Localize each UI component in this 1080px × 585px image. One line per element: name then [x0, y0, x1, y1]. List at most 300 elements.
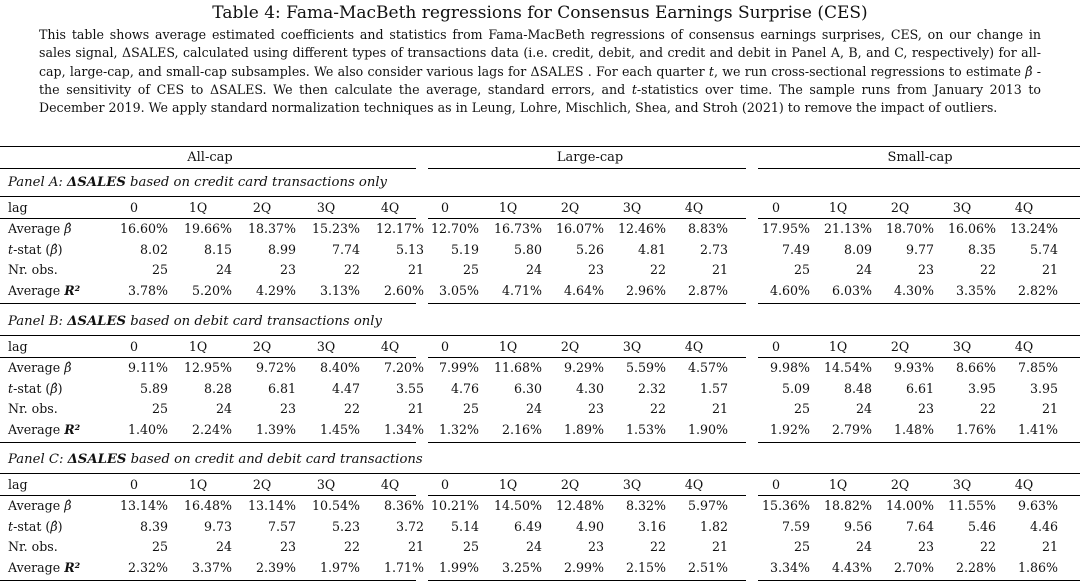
table-cell: 3Q — [952, 200, 972, 215]
table-cell: 24 — [525, 401, 542, 417]
panel-title-rule — [0, 335, 1080, 336]
table-cell: 2Q — [560, 477, 580, 492]
table-cell: 3.95 — [1029, 380, 1058, 396]
table-cell: 15.23% — [311, 220, 360, 236]
table-cell: 16.60% — [119, 220, 168, 236]
table-cell: 2Q — [560, 339, 580, 354]
table-cell: 4.60% — [769, 283, 810, 299]
table-cell: 6.03% — [831, 283, 872, 299]
table-cell: 23 — [279, 262, 296, 278]
table-cell: 8.35 — [967, 241, 996, 257]
row-label: lag — [8, 477, 28, 492]
table-cell: 0 — [771, 477, 780, 492]
table-cell: 24 — [215, 262, 232, 278]
r-squared-symbol: R² — [64, 283, 81, 299]
beta-symbol: β̂ — [64, 497, 72, 513]
table-cell: 6.49 — [513, 518, 542, 534]
panel-title-signal: ΔSALES — [67, 314, 127, 329]
table-cell: 3Q — [316, 339, 336, 354]
table-cell: 1Q — [828, 339, 848, 354]
table-cell: 22 — [649, 539, 666, 555]
beta-symbol: β̂ — [50, 241, 58, 257]
caption-t: t — [708, 63, 714, 79]
table-cell: 25 — [462, 262, 479, 278]
table-cell: 0 — [440, 477, 449, 492]
table-cell: 1.90% — [687, 422, 728, 438]
table-cell: 23 — [587, 539, 604, 555]
row-label: lag — [8, 339, 28, 354]
table-cell: 3Q — [622, 200, 642, 215]
table-cell: 24 — [855, 401, 872, 417]
table-cell: 19.66% — [183, 220, 232, 236]
table-row — [0, 358, 1080, 378]
table-cell: 5.20% — [191, 283, 232, 299]
t-symbol: t — [8, 518, 14, 534]
table-cell: 7.49 — [781, 241, 810, 257]
table-cell: 9.56 — [843, 518, 872, 534]
table-cell: 18.37% — [247, 220, 296, 236]
table-cell: 4.46 — [1029, 518, 1058, 534]
table-cell: 13.24% — [1009, 220, 1058, 236]
table-cell: 1Q — [188, 200, 208, 215]
table-cell: 5.23 — [331, 518, 360, 534]
panel-bottom-rule — [428, 580, 746, 581]
table-cell: 8.32% — [625, 497, 666, 513]
t-symbol: t — [8, 241, 14, 257]
table-cell: 1.92% — [769, 422, 810, 438]
row-label: lag — [8, 200, 28, 215]
table-cell: 22 — [979, 539, 996, 555]
table-cell: 12.95% — [183, 359, 232, 375]
table-cell: 2.15% — [625, 560, 666, 576]
panel-title-suffix: based on credit card transactions only — [125, 175, 388, 190]
table-cell: 4Q — [684, 339, 704, 354]
table-cell: 21 — [407, 262, 424, 278]
caption-part-4: -statistics over time. The sample runs from January 2013 to December 2019. We apply standard normalization techniques as in Leung, Lohre, Mischlich, Shea, and Stroh (2021) to remove the impact of outliers. — [39, 81, 1041, 116]
table-cell: 2.82% — [1017, 283, 1058, 299]
t-symbol: t — [8, 380, 14, 396]
table-cell: 4.76 — [450, 380, 479, 396]
row-label: Nr. obs. — [8, 262, 58, 278]
caption-part-2: , we run cross-sectional regressions to estimate — [713, 63, 1026, 79]
table-cell: 3.55 — [395, 380, 424, 396]
table-cell: 4.71% — [501, 283, 542, 299]
table-cell: 11.55% — [947, 497, 996, 513]
table-cell: 25 — [793, 262, 810, 278]
table-cell: 2.60% — [383, 283, 424, 299]
group-header-all-cap: All-cap — [187, 150, 233, 165]
caption-beta: β̂ — [1025, 63, 1033, 79]
table-cell: 25 — [151, 401, 168, 417]
group-header-small-cap: Small-cap — [887, 150, 953, 165]
panel-title — [8, 313, 382, 331]
table-cell: 9.72% — [255, 359, 296, 375]
panel-title-signal: ΔSALES — [67, 452, 127, 467]
table-cell: 1Q — [498, 200, 518, 215]
table-cell: 21.13% — [823, 220, 872, 236]
table-cell: 9.11% — [127, 359, 168, 375]
table-cell: 9.29% — [563, 359, 604, 375]
table-cell: 1.89% — [563, 422, 604, 438]
table-cell: 3.37% — [191, 560, 232, 576]
table-cell: 6.81 — [267, 380, 296, 396]
lag-header-row — [0, 475, 1080, 495]
panel-title-suffix: based on credit and debit card transactions — [126, 452, 423, 467]
table-cell: 22 — [979, 262, 996, 278]
table-cell: 8.36% — [383, 497, 424, 513]
caption-t2: t — [631, 81, 637, 97]
panel-bottom-rule — [428, 303, 746, 304]
table-cell: 4.30% — [893, 283, 934, 299]
group-rule-all-cap — [0, 168, 416, 169]
lag-header-row — [0, 337, 1080, 357]
table-cell: 1Q — [828, 200, 848, 215]
table-cell: 25 — [151, 262, 168, 278]
table-cell: 2.39% — [255, 560, 296, 576]
table-cell: 21 — [711, 262, 728, 278]
row-label: Average R² — [8, 560, 81, 576]
row-label: t-stat (β̂) — [8, 518, 63, 534]
table-cell: 5.97% — [687, 497, 728, 513]
table-cell: 5.59% — [625, 359, 666, 375]
table-cell: 23 — [587, 401, 604, 417]
table-cell: 12.46% — [617, 220, 666, 236]
table-cell: 8.09 — [843, 241, 872, 257]
table-cell: 7.64 — [905, 518, 934, 534]
table-cell: 4Q — [684, 200, 704, 215]
table-cell: 9.93% — [893, 359, 934, 375]
table-cell: 8.99 — [267, 241, 296, 257]
beta-symbol: β̂ — [64, 359, 72, 375]
table-cell: 2.24% — [191, 422, 232, 438]
table-cell: 14.50% — [493, 497, 542, 513]
table-cell: 21 — [1041, 539, 1058, 555]
table-cell: 1Q — [498, 339, 518, 354]
table-cell: 21 — [711, 401, 728, 417]
table-cell: 16.06% — [947, 220, 996, 236]
table-cell: 25 — [793, 539, 810, 555]
table-cell: 23 — [917, 539, 934, 555]
table-cell: 2Q — [560, 200, 580, 215]
table-cell: 4Q — [1014, 200, 1034, 215]
table-cell: 3Q — [952, 339, 972, 354]
table-cell: 1Q — [188, 339, 208, 354]
table-cell: 3Q — [316, 200, 336, 215]
table-cell: 1.97% — [319, 560, 360, 576]
table-cell: 2.32 — [637, 380, 666, 396]
table-top-rule — [0, 146, 1080, 147]
table-cell: 1.86% — [1017, 560, 1058, 576]
group-header-large-cap: Large-cap — [556, 150, 624, 165]
table-cell: 4.64% — [563, 283, 604, 299]
table-cell: 25 — [151, 539, 168, 555]
table-cell: 1.53% — [625, 422, 666, 438]
table-cell: 8.66% — [955, 359, 996, 375]
table-cell: 24 — [215, 539, 232, 555]
table-row — [0, 517, 1080, 537]
table-row — [0, 240, 1080, 260]
table-cell: 9.77 — [905, 241, 934, 257]
table-cell: 23 — [917, 401, 934, 417]
table-cell: 7.99% — [438, 359, 479, 375]
table-cell: 7.20% — [383, 359, 424, 375]
panel-title-prefix: Panel C: — [8, 452, 68, 467]
panel-bottom-rule — [0, 303, 416, 304]
table-cell: 16.07% — [555, 220, 604, 236]
table-cell: 12.70% — [430, 220, 479, 236]
table-cell: 24 — [525, 262, 542, 278]
table-cell: 1.76% — [955, 422, 996, 438]
table-cell: 1.71% — [383, 560, 424, 576]
table-cell: 2.73 — [699, 241, 728, 257]
panel-bottom-rule — [758, 442, 1080, 443]
table-cell: 1.34% — [383, 422, 424, 438]
table-cell: 1Q — [188, 477, 208, 492]
table-cell: 1.99% — [438, 560, 479, 576]
table-cell: 5.19 — [450, 241, 479, 257]
table-cell: 1.82 — [699, 518, 728, 534]
row-label: Average R² — [8, 422, 81, 438]
table-caption — [39, 26, 1041, 117]
table-cell: 23 — [917, 262, 934, 278]
table-cell: 2.51% — [687, 560, 728, 576]
panel-bottom-rule — [758, 580, 1080, 581]
table-cell: 7.57 — [267, 518, 296, 534]
panel-bottom-rule — [758, 303, 1080, 304]
table-cell: 9.98% — [769, 359, 810, 375]
row-label: Average R² — [8, 283, 81, 299]
group-rule-large-cap — [428, 168, 746, 169]
table-cell: 3.72 — [395, 518, 424, 534]
panel-bottom-rule — [428, 442, 746, 443]
table-cell: 16.48% — [183, 497, 232, 513]
table-cell: 2Q — [252, 200, 272, 215]
caption-part-3: - the sensitivity of CES to ΔSALES. We then calculate the average, standard errors, and — [39, 63, 1041, 97]
table-cell: 18.82% — [823, 497, 872, 513]
table-cell: 23 — [279, 401, 296, 417]
table-cell: 4Q — [1014, 339, 1034, 354]
table-cell: 5.80 — [513, 241, 542, 257]
table-cell: 21 — [1041, 401, 1058, 417]
panel-title-rule — [0, 196, 1080, 197]
table-cell: 0 — [440, 339, 449, 354]
table-cell: 1.57 — [699, 380, 728, 396]
table-cell: 5.46 — [967, 518, 996, 534]
table-cell: 2.79% — [831, 422, 872, 438]
table-cell: 8.83% — [687, 220, 728, 236]
table-cell: 21 — [407, 401, 424, 417]
row-label: t-stat (β̂) — [8, 380, 63, 396]
table-cell: 3.25% — [501, 560, 542, 576]
table-cell: 12.17% — [375, 220, 424, 236]
table-cell: 24 — [855, 539, 872, 555]
r-squared-symbol: R² — [64, 422, 81, 438]
beta-symbol: β̂ — [50, 380, 58, 396]
table-cell: 2.28% — [955, 560, 996, 576]
table-cell: 14.54% — [823, 359, 872, 375]
table-row — [0, 379, 1080, 399]
table-cell: 22 — [343, 262, 360, 278]
table-cell: 2.32% — [127, 560, 168, 576]
table-cell: 3Q — [622, 477, 642, 492]
table-cell: 15.36% — [761, 497, 810, 513]
panel-title-rule — [0, 473, 1080, 474]
table-cell: 1.32% — [438, 422, 479, 438]
table-cell: 5.14 — [450, 518, 479, 534]
table-cell: 2Q — [252, 477, 272, 492]
r-squared-symbol: R² — [64, 560, 81, 576]
table-cell: 10.54% — [311, 497, 360, 513]
table-cell: 3.05% — [438, 283, 479, 299]
table-title: Table 4: Fama-MacBeth regressions for Consensus Earnings Surprise (CES) — [212, 3, 868, 23]
table-cell: 4.30 — [575, 380, 604, 396]
table-cell: 21 — [1041, 262, 1058, 278]
row-label: Average β̂ — [8, 497, 72, 513]
panel-title-signal: ΔSALES — [67, 175, 126, 190]
table-row — [0, 399, 1080, 419]
table-cell: 25 — [462, 401, 479, 417]
table-cell: 5.26 — [575, 241, 604, 257]
table-cell: 1.45% — [319, 422, 360, 438]
table-cell: 17.95% — [761, 220, 810, 236]
table-cell: 2Q — [890, 339, 910, 354]
table-cell: 4.81 — [637, 241, 666, 257]
table-cell: 18.70% — [885, 220, 934, 236]
table-cell: 0 — [129, 339, 138, 354]
group-rule-small-cap — [758, 168, 1080, 169]
table-cell: 0 — [771, 200, 780, 215]
table-cell: 2.16% — [501, 422, 542, 438]
table-cell: 4.90 — [575, 518, 604, 534]
panel-title — [8, 174, 387, 192]
table-cell: 22 — [649, 401, 666, 417]
table-cell: 3.78% — [127, 283, 168, 299]
table-cell: 3.35% — [955, 283, 996, 299]
table-cell: 4Q — [380, 200, 400, 215]
table-cell: 22 — [979, 401, 996, 417]
table-cell: 4Q — [684, 477, 704, 492]
table-cell: 3.16 — [637, 518, 666, 534]
table-cell: 7.85% — [1017, 359, 1058, 375]
panel-title-suffix: based on debit card transactions only — [126, 314, 382, 329]
table-cell: 14.00% — [885, 497, 934, 513]
table-row — [0, 496, 1080, 516]
table-cell: 10.21% — [430, 497, 479, 513]
table-cell: 0 — [771, 339, 780, 354]
table-cell: 4Q — [1014, 477, 1034, 492]
table-cell: 8.39 — [139, 518, 168, 534]
table-cell: 11.68% — [493, 359, 542, 375]
table-cell: 4.29% — [255, 283, 296, 299]
table-row — [0, 260, 1080, 280]
table-cell: 23 — [279, 539, 296, 555]
table-cell: 6.30 — [513, 380, 542, 396]
table-row — [0, 219, 1080, 239]
table-cell: 2.96% — [625, 283, 666, 299]
table-cell: 8.15 — [203, 241, 232, 257]
table-cell: 24 — [525, 539, 542, 555]
table-cell: 0 — [129, 477, 138, 492]
table-cell: 3.95 — [967, 380, 996, 396]
table-cell: 5.89 — [139, 380, 168, 396]
table-cell: 21 — [711, 539, 728, 555]
table-cell: 0 — [129, 200, 138, 215]
panel-bottom-rule — [0, 442, 416, 443]
table-cell: 4.57% — [687, 359, 728, 375]
table-cell: 8.28 — [203, 380, 232, 396]
beta-symbol: β̂ — [50, 518, 58, 534]
table-cell: 5.74 — [1029, 241, 1058, 257]
table-row — [0, 558, 1080, 578]
table-row — [0, 537, 1080, 557]
table-cell: 8.48 — [843, 380, 872, 396]
table-cell: 3Q — [952, 477, 972, 492]
table-cell: 22 — [343, 401, 360, 417]
table-cell: 7.59 — [781, 518, 810, 534]
table-cell: 9.63% — [1017, 497, 1058, 513]
table-cell: 3.13% — [319, 283, 360, 299]
table-cell: 4.47 — [331, 380, 360, 396]
table-cell: 21 — [407, 539, 424, 555]
table-cell: 1.48% — [893, 422, 934, 438]
table-cell: 8.02 — [139, 241, 168, 257]
table-cell: 1Q — [498, 477, 518, 492]
table-cell: 7.74 — [331, 241, 360, 257]
table-cell: 9.73 — [203, 518, 232, 534]
table-cell: 13.14% — [247, 497, 296, 513]
table-cell: 3Q — [316, 477, 336, 492]
table-row — [0, 281, 1080, 301]
table-cell: 0 — [440, 200, 449, 215]
table-cell: 6.61 — [905, 380, 934, 396]
caption-part-1: This table shows average estimated coefficients and statistics from Fama-MacBeth regressions of consensus earnings surprises, CES, on our change in sales signal, ΔSALES, calculated using different types of transactions data (i.e. credit, debit, and credit and debit in Panel A, B, and C, respectively) for all-cap, large-cap, and small-cap subsamples. We also consider various lags for ΔSALES . For each quarter — [39, 27, 1041, 79]
table-cell: 24 — [855, 262, 872, 278]
table-cell: 22 — [649, 262, 666, 278]
table-cell: 25 — [462, 539, 479, 555]
table-cell: 1.40% — [127, 422, 168, 438]
lag-header-row — [0, 198, 1080, 218]
table-cell: 16.73% — [493, 220, 542, 236]
table-cell: 3.34% — [769, 560, 810, 576]
table-cell: 1.39% — [255, 422, 296, 438]
beta-symbol: β̂ — [64, 220, 72, 236]
table-cell: 8.40% — [319, 359, 360, 375]
table-cell: 22 — [343, 539, 360, 555]
table-cell: 4.43% — [831, 560, 872, 576]
table-cell: 1.41% — [1017, 422, 1058, 438]
table-cell: 2.87% — [687, 283, 728, 299]
panel-title-prefix: Panel A: — [8, 175, 68, 190]
row-label: t-stat (β̂) — [8, 241, 63, 257]
table-cell: 24 — [215, 401, 232, 417]
table-cell: 2.70% — [893, 560, 934, 576]
table-row — [0, 420, 1080, 440]
row-label: Average β̂ — [8, 359, 72, 375]
table-cell: 4Q — [380, 339, 400, 354]
table-cell: 23 — [587, 262, 604, 278]
panel-bottom-rule — [0, 580, 416, 581]
table-cell: 25 — [793, 401, 810, 417]
row-label: Nr. obs. — [8, 539, 58, 555]
table-cell: 4Q — [380, 477, 400, 492]
row-label: Average β̂ — [8, 220, 72, 236]
table-cell: 3Q — [622, 339, 642, 354]
table-cell: 5.09 — [781, 380, 810, 396]
panel-title-prefix: Panel B: — [8, 314, 68, 329]
table-cell: 13.14% — [119, 497, 168, 513]
table-cell: 2Q — [890, 477, 910, 492]
table-cell: 2.99% — [563, 560, 604, 576]
